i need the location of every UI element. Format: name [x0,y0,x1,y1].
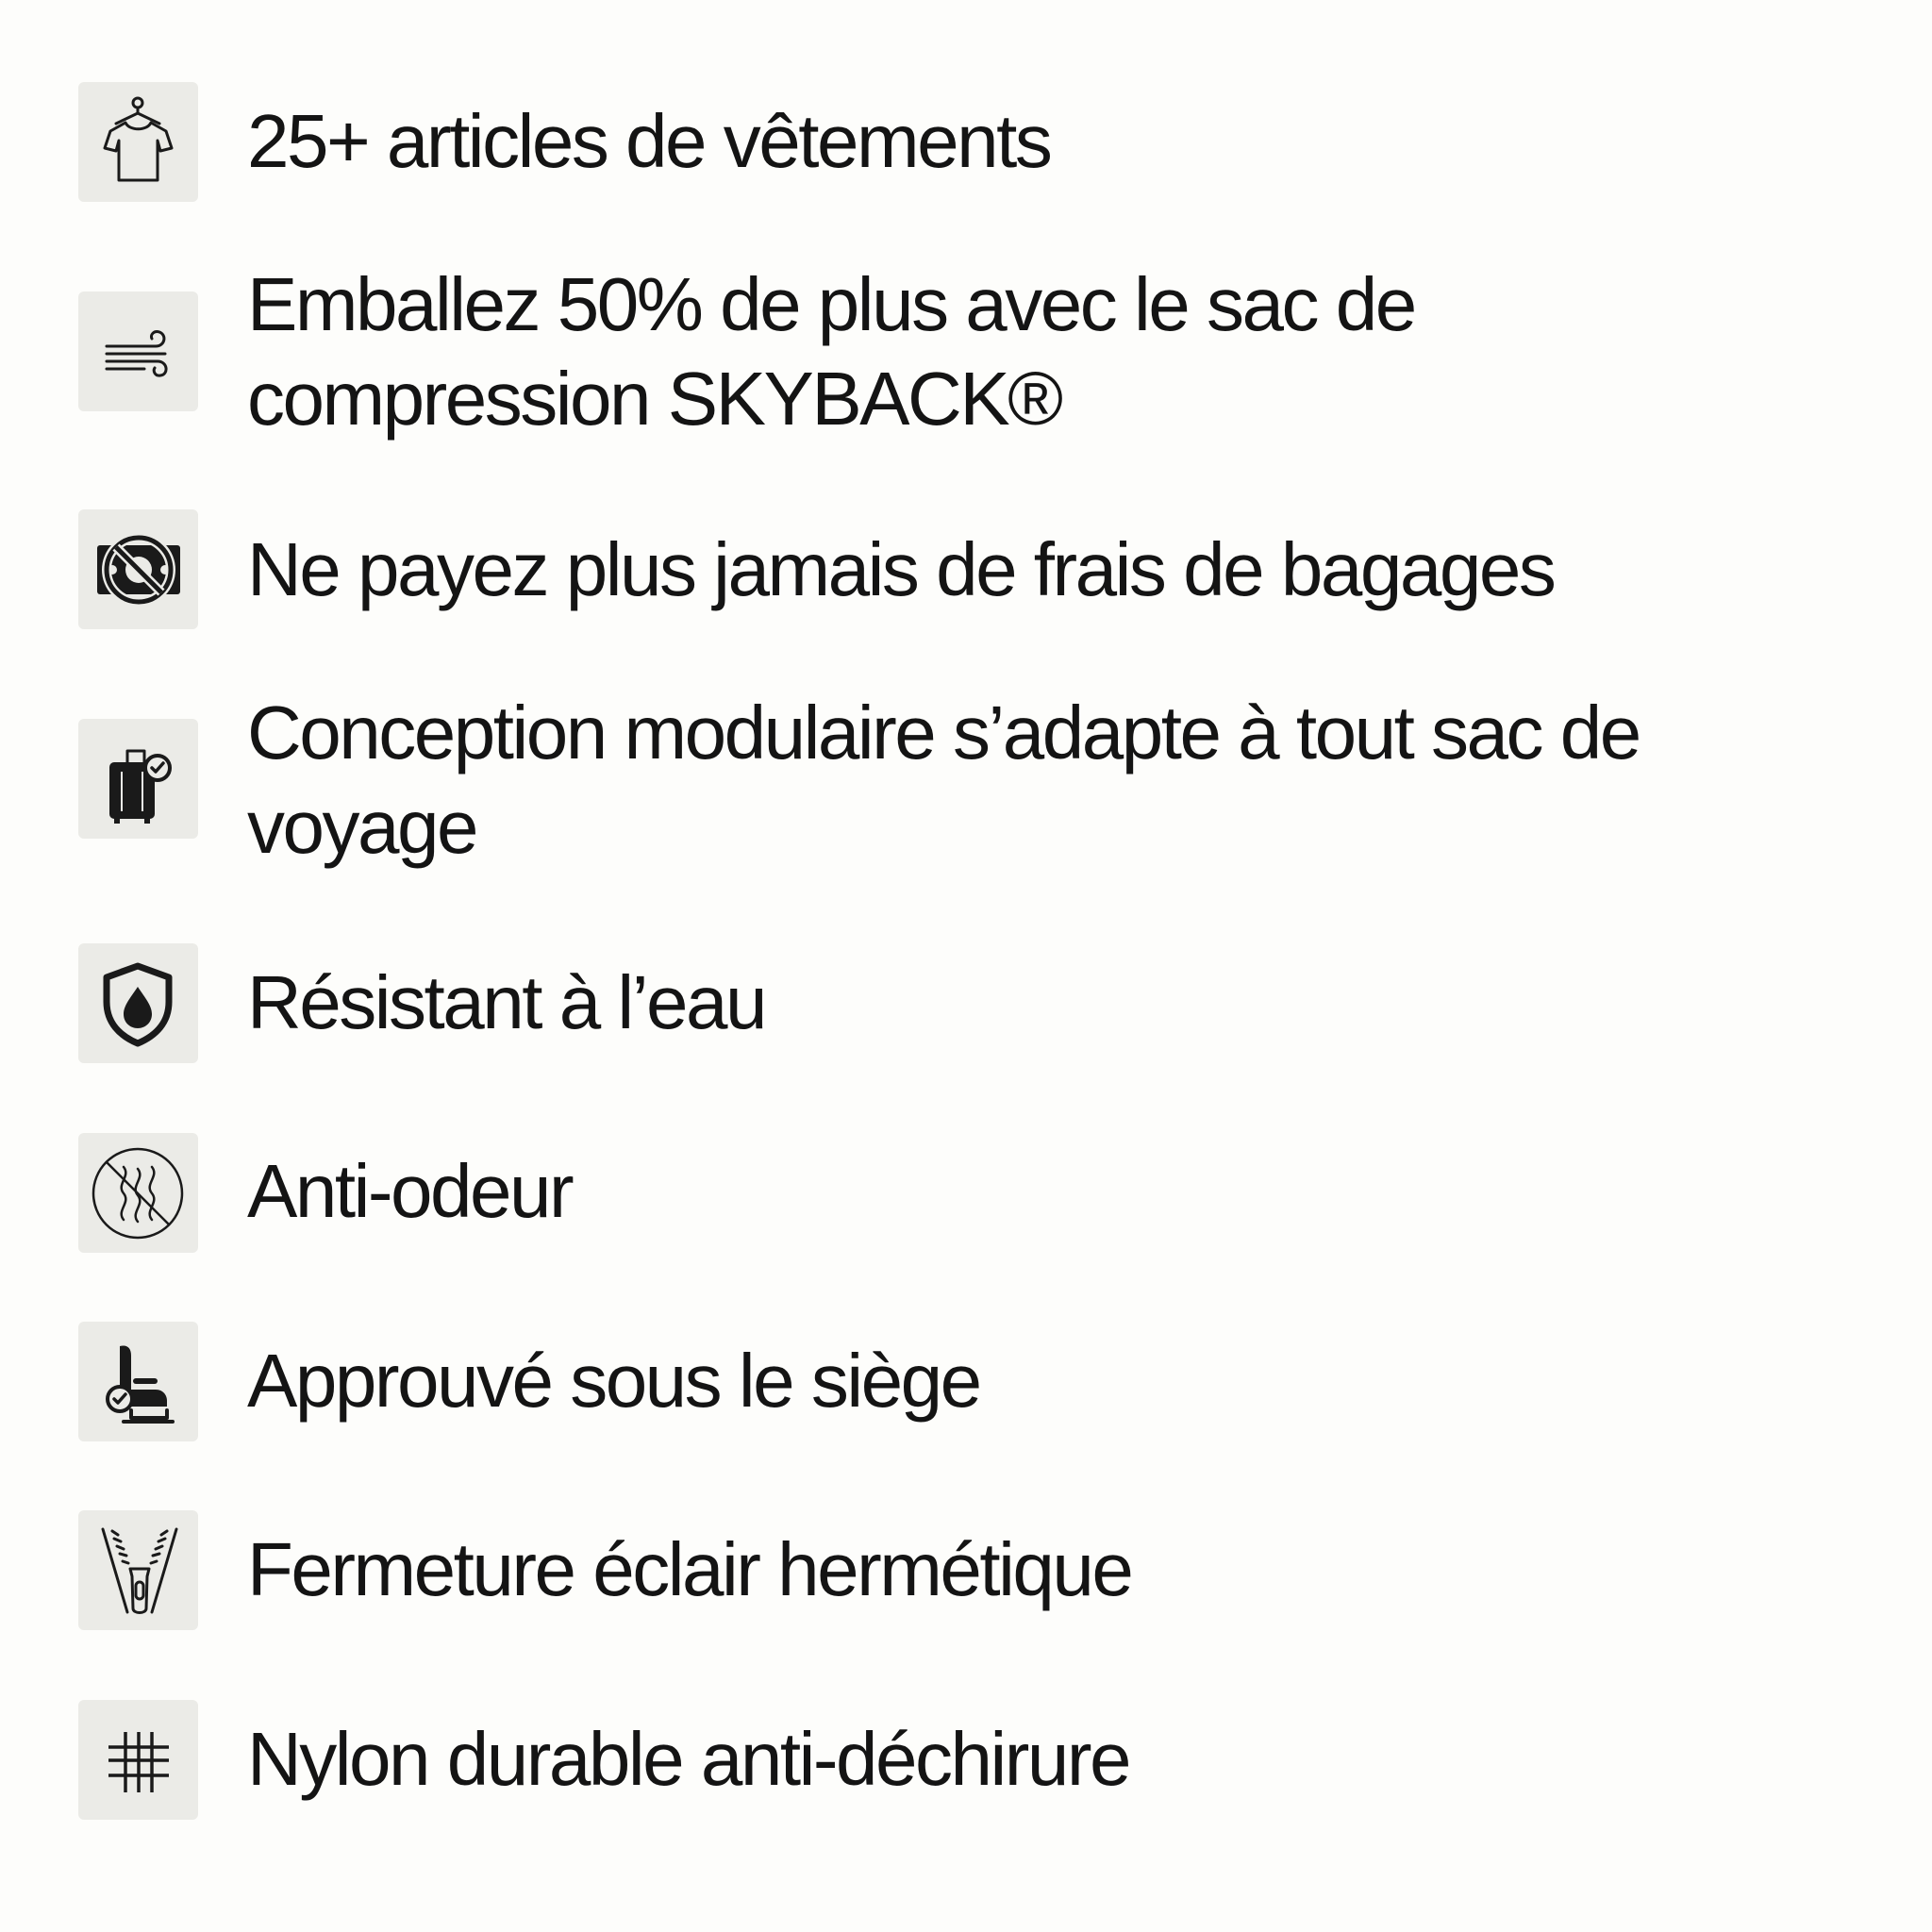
seat-check-icon [78,1322,198,1441]
feature-label: Ne payez plus jamais de frais de bagages [247,527,1555,611]
feature-label: 25+ articles de vêtements [247,99,1051,183]
feature-label: Résistant à l’eau [247,960,765,1044]
feature-label: Anti-odeur [247,1149,573,1233]
zipper-icon [78,1510,198,1630]
feature-label: Approuvé sous le siège [247,1339,980,1423]
wind-compression-icon [78,291,198,411]
suitcase-check-icon [78,719,198,839]
water-shield-icon [78,943,198,1063]
ripstop-grid-icon [78,1700,198,1820]
no-money-icon [78,509,198,629]
feature-label: Nylon durable anti-déchirure [247,1717,1129,1801]
tshirt-hanger-icon [78,82,198,202]
feature-label: Conception modulaire s’adapte à tout sac de voyage [247,691,1640,869]
anti-odor-icon [78,1133,198,1253]
feature-label: Emballez 50% de plus avec le sac de compression SKYBACK® [247,262,1415,441]
feature-label: Fermeture éclair hermétique [247,1527,1132,1611]
